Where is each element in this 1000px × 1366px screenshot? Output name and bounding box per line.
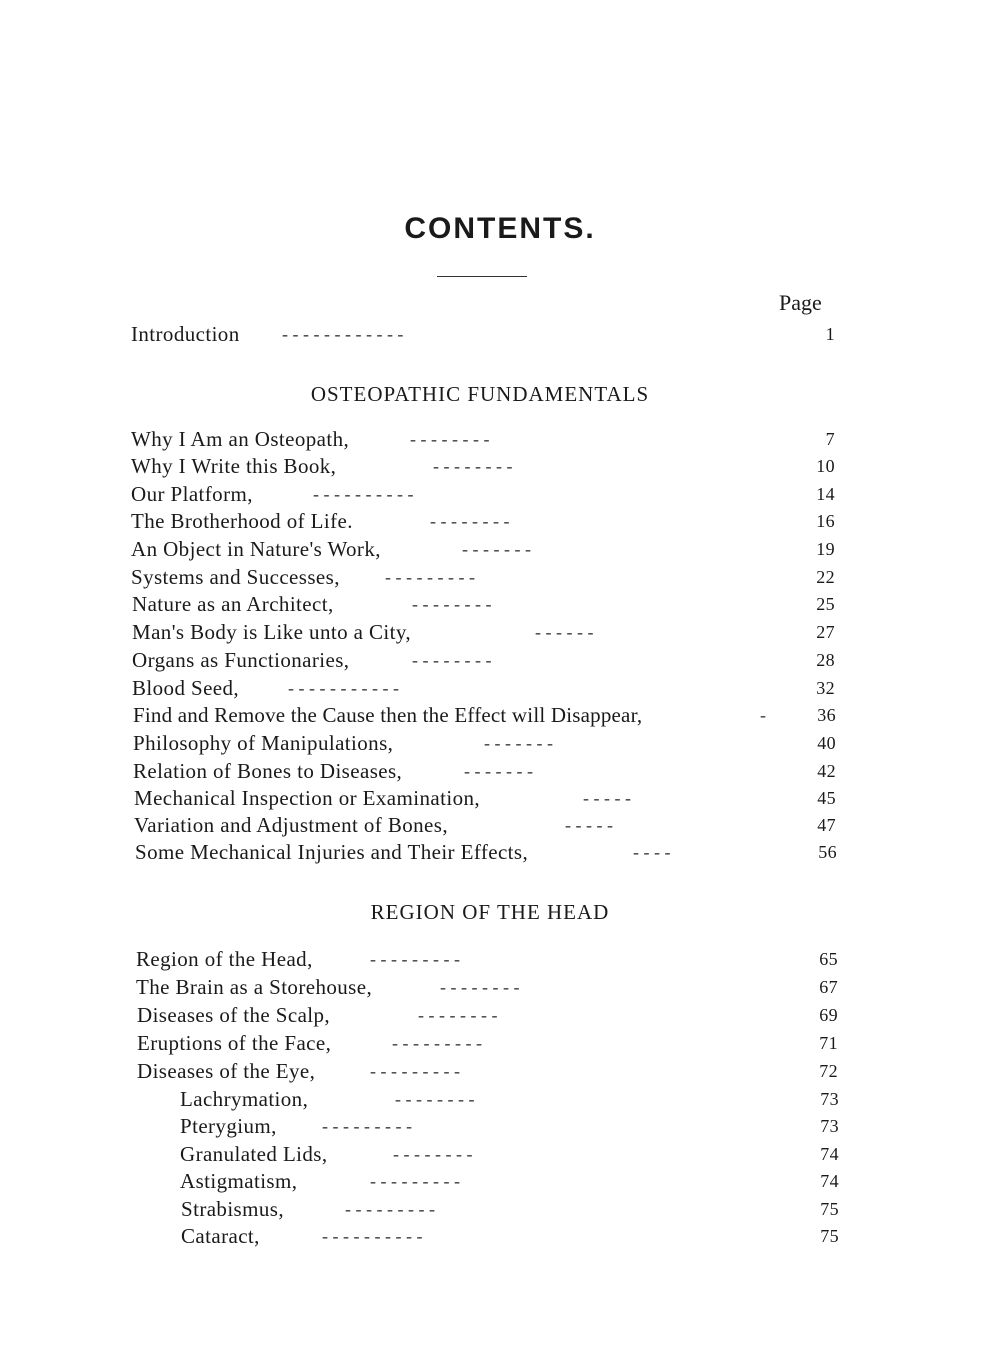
toc-entry-page: 73: [820, 1116, 839, 1136]
toc-entry-page: 42: [817, 761, 836, 781]
page-column-header: Page: [779, 290, 822, 315]
toc-entry-sub[interactable]: [0, 1140, 1000, 1168]
toc-entry-sub[interactable]: [0, 1085, 1000, 1113]
toc-entry-leader: - - - - - - - - -: [345, 1199, 435, 1219]
toc-entry-label: Nature as an Architect,: [132, 592, 334, 616]
toc-entry-label: Lachrymation,: [180, 1087, 309, 1111]
toc-entry-page: 71: [819, 1033, 838, 1053]
title-rule: [437, 276, 527, 277]
toc-entry-leader: - - - - - - - - -: [370, 1171, 460, 1191]
toc-entry-page: 45: [817, 788, 836, 808]
toc-entry-leader: - - - - - - -: [484, 733, 553, 753]
toc-entry-label: Pterygium,: [180, 1114, 277, 1138]
toc-entry[interactable]: [0, 425, 1000, 453]
toc-entry-introduction[interactable]: [0, 320, 1000, 348]
toc-entry-page: 69: [819, 1005, 838, 1025]
toc-entry[interactable]: [0, 535, 1000, 563]
toc-entry-label: Find and Remove the Cause then the Effect will Disappear,: [133, 703, 643, 727]
toc-entry-leader: - - - - -: [565, 815, 613, 835]
toc-entry-leader: - - - - - - - -: [433, 456, 513, 476]
toc-entry-page: 27: [816, 622, 835, 642]
toc-entry-label: Our Platform,: [131, 482, 253, 506]
toc-entry-page: 73: [820, 1089, 839, 1109]
toc-entry-leader: - - - - - - - - - -: [322, 1226, 423, 1246]
toc-entry-leader: - - - - - - - -: [395, 1089, 475, 1109]
toc-entry-sub[interactable]: [0, 1112, 1000, 1140]
toc-entry-leader: - - - -: [633, 842, 671, 862]
toc-entry-page: 47: [817, 815, 836, 835]
toc-entry-page: 75: [820, 1226, 839, 1246]
toc-entry-label: Organs as Functionaries,: [132, 648, 350, 672]
toc-entry-page: 14: [816, 484, 835, 504]
toc-entry-label: Diseases of the Eye,: [137, 1059, 316, 1083]
toc-entry-page: 10: [816, 456, 835, 476]
page-title: CONTENTS.: [404, 212, 596, 245]
toc-entry-page: 7: [825, 429, 835, 449]
toc-entry[interactable]: [0, 646, 1000, 674]
toc-entry-page: 67: [819, 977, 838, 997]
toc-entry[interactable]: [0, 480, 1000, 508]
toc-entry-label: Man's Body is Like unto a City,: [132, 620, 412, 644]
toc-entry-leader: - - - - - - - -: [418, 1005, 498, 1025]
toc-entry-leader: - - - - -: [583, 788, 631, 808]
toc-entry[interactable]: [0, 757, 1000, 785]
toc-entry-leader: - - - - - - - - -: [322, 1116, 412, 1136]
toc-entry-label: Variation and Adjustment of Bones,: [134, 813, 448, 837]
toc-entry-sub[interactable]: [0, 1222, 1000, 1250]
toc-entry-leader: - - - - - - - -: [440, 977, 520, 997]
toc-entry-leader: - - - - - - - -: [412, 594, 492, 614]
toc-entry-leader: - - - - - - - - - - - -: [282, 324, 404, 344]
toc-entry-label: Diseases of the Scalp,: [137, 1003, 331, 1027]
toc-entry-label: Blood Seed,: [132, 676, 240, 700]
toc-entry[interactable]: [0, 1029, 1000, 1057]
toc-entry[interactable]: [0, 452, 1000, 480]
toc-entry-leader: - - - - - - -: [464, 761, 533, 781]
toc-entry-label: Systems and Successes,: [131, 565, 340, 589]
toc-entry-label: Relation of Bones to Diseases,: [133, 759, 403, 783]
toc-entry-label: Why I Am an Osteopath,: [131, 427, 350, 451]
toc-entry-label: Eruptions of the Face,: [137, 1031, 332, 1055]
toc-entry[interactable]: [0, 590, 1000, 618]
toc-entry-page: 56: [818, 842, 837, 862]
toc-entry-leader: - - - - - - - - - -: [313, 484, 414, 504]
toc-entry-page: 22: [816, 567, 835, 587]
toc-entry-label: Why I Write this Book,: [131, 454, 337, 478]
toc-entry-page: 40: [817, 733, 836, 753]
toc-entry[interactable]: [0, 811, 1000, 839]
toc-entry[interactable]: [0, 838, 1000, 866]
toc-entry-page: 1: [825, 324, 835, 344]
toc-entry-label: Introduction: [131, 322, 240, 346]
toc-entry-page: 75: [820, 1199, 839, 1219]
section-heading-osteopathic-fundamentals: OSTEOPATHIC FUNDAMENTALS: [310, 382, 650, 406]
toc-entry-page: 28: [816, 650, 835, 670]
toc-entry-sub[interactable]: [0, 1195, 1000, 1223]
toc-entry[interactable]: [0, 973, 1000, 1001]
toc-entry-leader: - - - - - - -: [462, 539, 531, 559]
toc-entry-label: Astigmatism,: [180, 1169, 298, 1193]
toc-entry[interactable]: [0, 507, 1000, 535]
toc-entry-leader: - - - - - - - - -: [385, 567, 475, 587]
toc-entry-sub[interactable]: [0, 1167, 1000, 1195]
toc-entry[interactable]: [0, 701, 1000, 729]
toc-entry-leader: - - - - - - - - - - -: [288, 678, 399, 698]
toc-entry-leader: - - - - - -: [535, 622, 594, 642]
toc-entry-page: 36: [817, 705, 836, 725]
toc-entry-label: Some Mechanical Injuries and Their Effects,: [135, 840, 529, 864]
toc-entry-page: 32: [816, 678, 835, 698]
toc-entry-page: 72: [819, 1061, 838, 1081]
toc-entry-label: The Brain as a Storehouse,: [136, 975, 373, 999]
toc-entry-page: 74: [820, 1171, 839, 1191]
toc-entry-label: Cataract,: [181, 1224, 260, 1248]
toc-entry-label: Strabismus,: [181, 1197, 284, 1221]
toc-entry-leader: - - - - - - - -: [412, 650, 492, 670]
toc-entry-page: 65: [819, 949, 838, 969]
toc-entry[interactable]: [0, 729, 1000, 757]
toc-entry-leader: - - - - - - - -: [410, 429, 490, 449]
toc-entry-label: Mechanical Inspection or Examination,: [134, 786, 481, 810]
toc-entry-page: 16: [816, 511, 835, 531]
toc-entry-page: 74: [820, 1144, 839, 1164]
toc-entry-leader: -: [760, 705, 766, 725]
toc-entry[interactable]: [0, 1001, 1000, 1029]
toc-entry-leader: - - - - - - - -: [430, 511, 510, 531]
toc-entry-label: Philosophy of Manipulations,: [133, 731, 394, 755]
toc-entry-label: Granulated Lids,: [180, 1142, 328, 1166]
toc-entry-leader: - - - - - - - -: [393, 1144, 473, 1164]
toc-entry[interactable]: [0, 1057, 1000, 1085]
toc-entry-leader: - - - - - - - - -: [392, 1033, 482, 1053]
toc-entry[interactable]: [0, 674, 1000, 702]
toc-entry-page: 19: [816, 539, 835, 559]
toc-entry[interactable]: [0, 563, 1000, 591]
section-heading-region-of-the-head: REGION OF THE HEAD: [370, 900, 610, 924]
toc-entry[interactable]: [0, 945, 1000, 973]
toc-entry-page: 25: [816, 594, 835, 614]
toc-entry-label: Region of the Head,: [136, 947, 313, 971]
toc-entry-leader: - - - - - - - - -: [370, 1061, 460, 1081]
toc-entry[interactable]: [0, 784, 1000, 812]
toc-entry[interactable]: [0, 618, 1000, 646]
toc-entry-label: The Brotherhood of Life.: [131, 509, 353, 533]
toc-entry-label: An Object in Nature's Work,: [131, 537, 381, 561]
toc-entry-leader: - - - - - - - - -: [370, 949, 460, 969]
